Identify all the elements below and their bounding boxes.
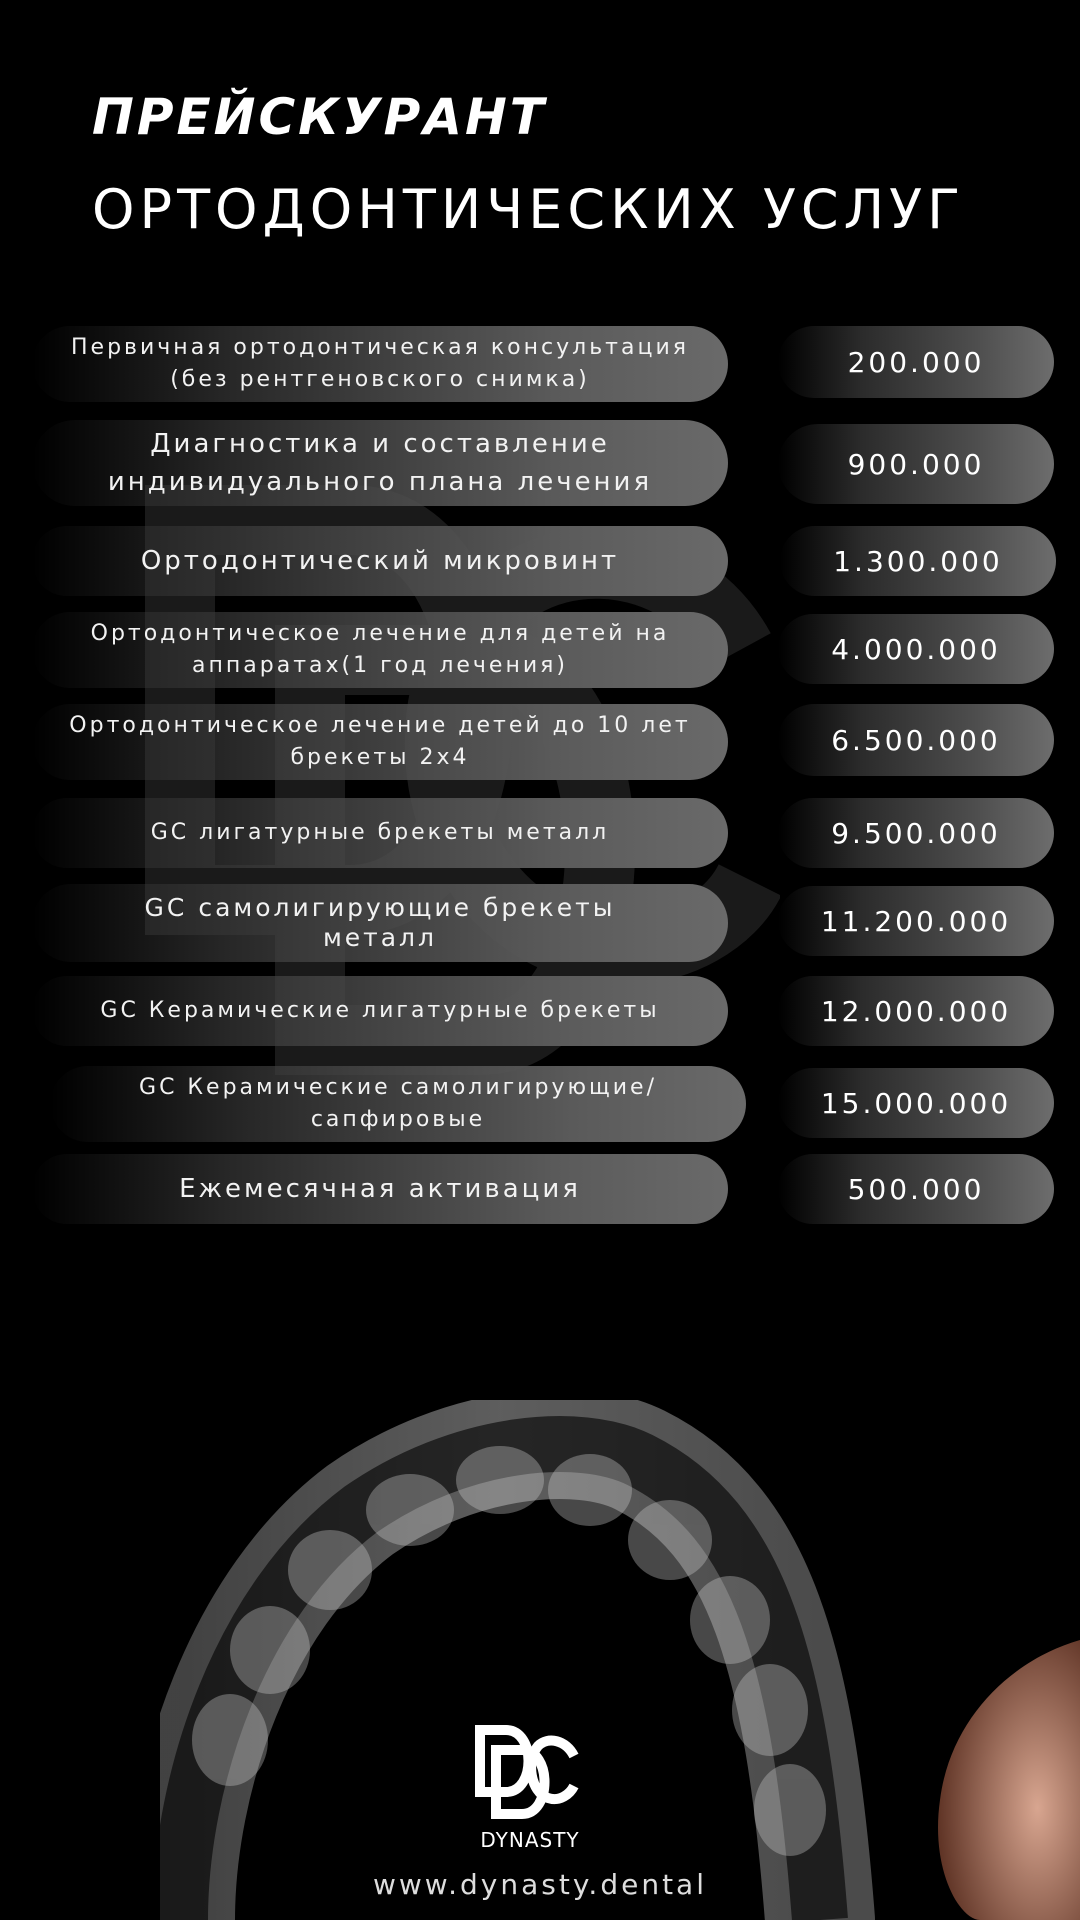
service-price: 200.000 [778,326,1054,398]
service-name: GC лигатурные брекеты металл [32,798,728,868]
aligner-photo [160,1400,1080,1920]
service-name: GC самолигирующие брекеты металл [32,884,728,962]
service-price: 9.500.000 [778,798,1054,868]
brand-name: DYNASTY [480,1828,580,1852]
service-price: 6.500.000 [778,704,1054,776]
service-price: 900.000 [778,424,1054,504]
service-price: 1.300.000 [780,526,1056,596]
service-name: Диагностика и составление индивидуального плана лечения [32,420,728,506]
service-price: 4.000.000 [778,614,1054,684]
service-price: 12.000.000 [778,976,1054,1046]
service-name: GC Керамические лигатурные брекеты [32,976,728,1046]
page-subtitle: ОРТОДОНТИЧЕСКИХ УСЛУГ [92,178,966,241]
dynasty-dc-logo-icon [470,1722,580,1822]
service-name: GC Керамические самолигирующие/ сапфировые [50,1066,746,1142]
service-name: Ортодонтическое лечение для детей на аппаратах(1 год лечения) [32,612,728,688]
service-price: 15.000.000 [778,1068,1054,1138]
page-title: ПРЕЙСКУРАНТ [92,88,547,146]
service-name: Ортодонтический микровинт [32,526,728,596]
service-name: Ортодонтическое лечение детей до 10 лет брекеты 2х4 [32,704,728,780]
service-name: Ежемесячная активация [32,1154,728,1224]
website-link[interactable]: www.dynasty.dental [373,1868,707,1901]
service-price: 11.200.000 [778,886,1054,956]
service-price: 500.000 [778,1154,1054,1224]
service-name: Первичная ортодонтическая консультация (без рентгеновского снимка) [32,326,728,402]
